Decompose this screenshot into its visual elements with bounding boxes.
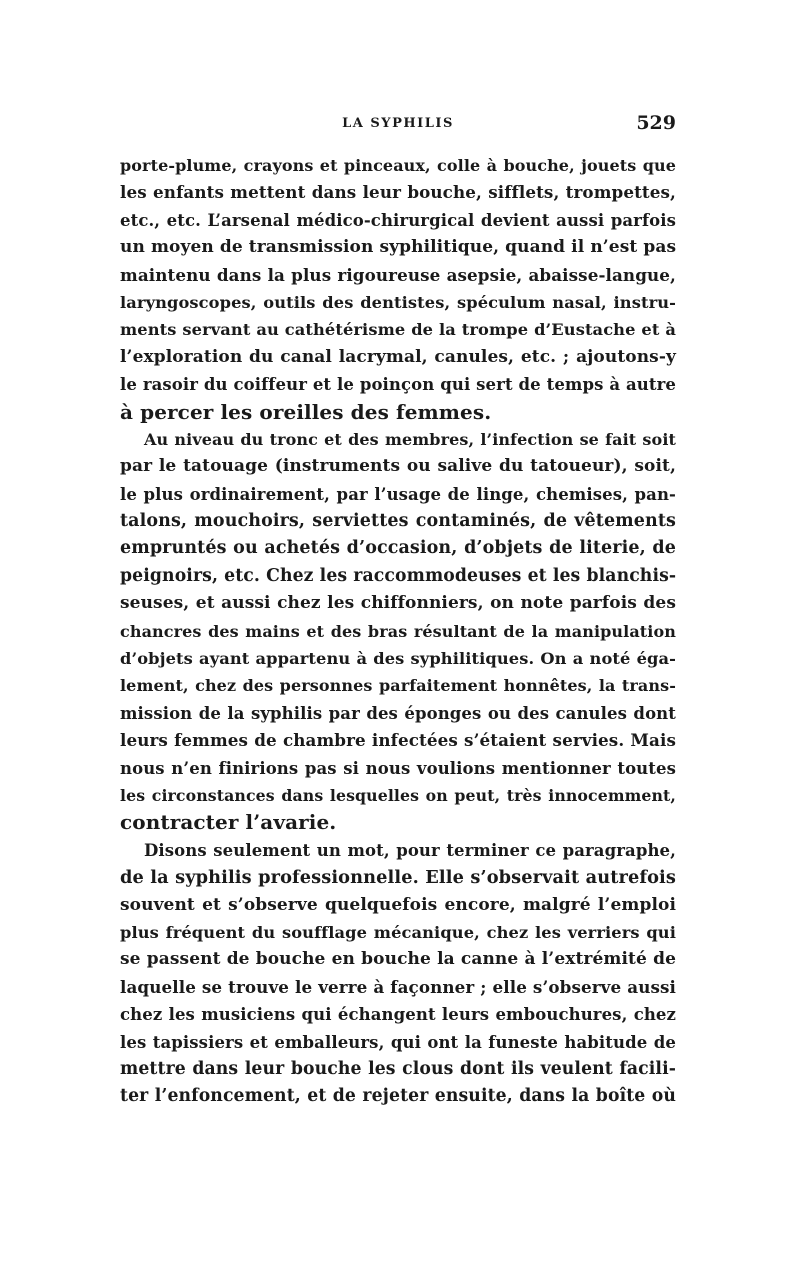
text-line: les tapissiers et emballeurs, qui ont la funeste habitude de [120,1032,676,1052]
text-line: mission de la syphilis par des éponges ou des canules dont [120,703,676,723]
text-line: leurs femmes de chambre infectées s’étaient servies. Mais [120,730,676,751]
paragraph-3 [120,837,676,1111]
text-line: laquelle se trouve le verre à façonner ; elle s’observe aussi [120,976,676,997]
text-line: peignoirs, etc. Chez les raccommodeuses et les blanchis- [120,565,677,586]
text-line: lement, chez des personnes parfaitement honnêtes, la trans- [120,676,676,696]
paragraph-2 [120,426,676,837]
text-line: les circonstances dans lesquelles on peut, très innocemment, [120,785,676,805]
text-line: laryngoscopes, outils des dentistes, spéculum nasal, instru- [120,292,676,312]
text-line: le rasoir du coiffeur et le poinçon qui sert de temps à autre [120,375,676,395]
text-line: de la syphilis professionnelle. Elle s’observait autrefois [120,867,676,889]
text-line: ments servant au cathétérisme de la trompe d’Eustache et à [120,320,676,340]
running-head [120,112,676,140]
text-line: seuses, et aussi chez les chiffonniers, on note parfois des [120,593,676,614]
text-line: souvent et s’observe quelquefois encore, malgré l’emploi [120,894,676,915]
text-line: talons, mouchoirs, serviettes contaminés, de vêtements [120,511,676,532]
text-line: plus fréquent du soufflage mécanique, chez les verriers qui [120,922,676,942]
text-line: etc., etc. L’arsenal médico-chirurgical devient aussi parfois [120,210,676,230]
page-number: 529 [636,112,676,134]
text-line: empruntés ou achetés d’occasion, d’objets de literie, de [120,538,676,559]
text-line: ter l’enfoncement, et de rejeter ensuite, dans la boîte où [120,1086,676,1107]
text-line: le plus ordinairement, par l’usage de linge, chemises, pan- [120,484,676,504]
running-title: LA SYPHILIS [342,116,454,131]
text-line: chancres des mains et des bras résultant de la manipulation [120,621,676,641]
text-line: l’exploration du canal lacrymal, canules, etc. ; ajoutons-y [120,346,676,367]
text-line: d’objets ayant appartenu à des syphilitiques. On a noté éga- [120,649,676,669]
text-line: Au niveau du tronc et des membres, l’infection se fait soit [144,429,676,449]
text-line: à percer les oreilles des femmes. [120,399,492,424]
text-line: contracter l’avarie. [120,810,337,835]
paragraph-1 [120,152,676,426]
text-line: nous n’en finirions pas si nous voulions mentionner toutes [120,758,676,778]
text-line: porte-plume, crayons et pinceaux, colle à bouche, jouets que [120,156,676,175]
text-line: les enfants mettent dans leur bouche, sifflets, trompettes, [120,182,676,203]
body-text [120,152,676,1111]
text-line: chez les musiciens qui échangent leurs embouchures, chez [120,1005,676,1025]
text-line: se passent de bouche en bouche la canne à l’extrémité de [120,949,676,970]
text-line: mettre dans leur bouche les clous dont ils veulent facili- [120,1058,676,1079]
text-line: Disons seulement un mot, pour terminer ce paragraphe, [144,840,676,860]
text-line: maintenu dans la plus rigoureuse asepsie, abaisse-langue, [120,264,676,285]
text-line: un moyen de transmission syphilitique, quand il n’est pas [120,237,677,258]
text-line: par le tatouage (instruments ou salive du tatoueur), soit, [120,456,676,477]
